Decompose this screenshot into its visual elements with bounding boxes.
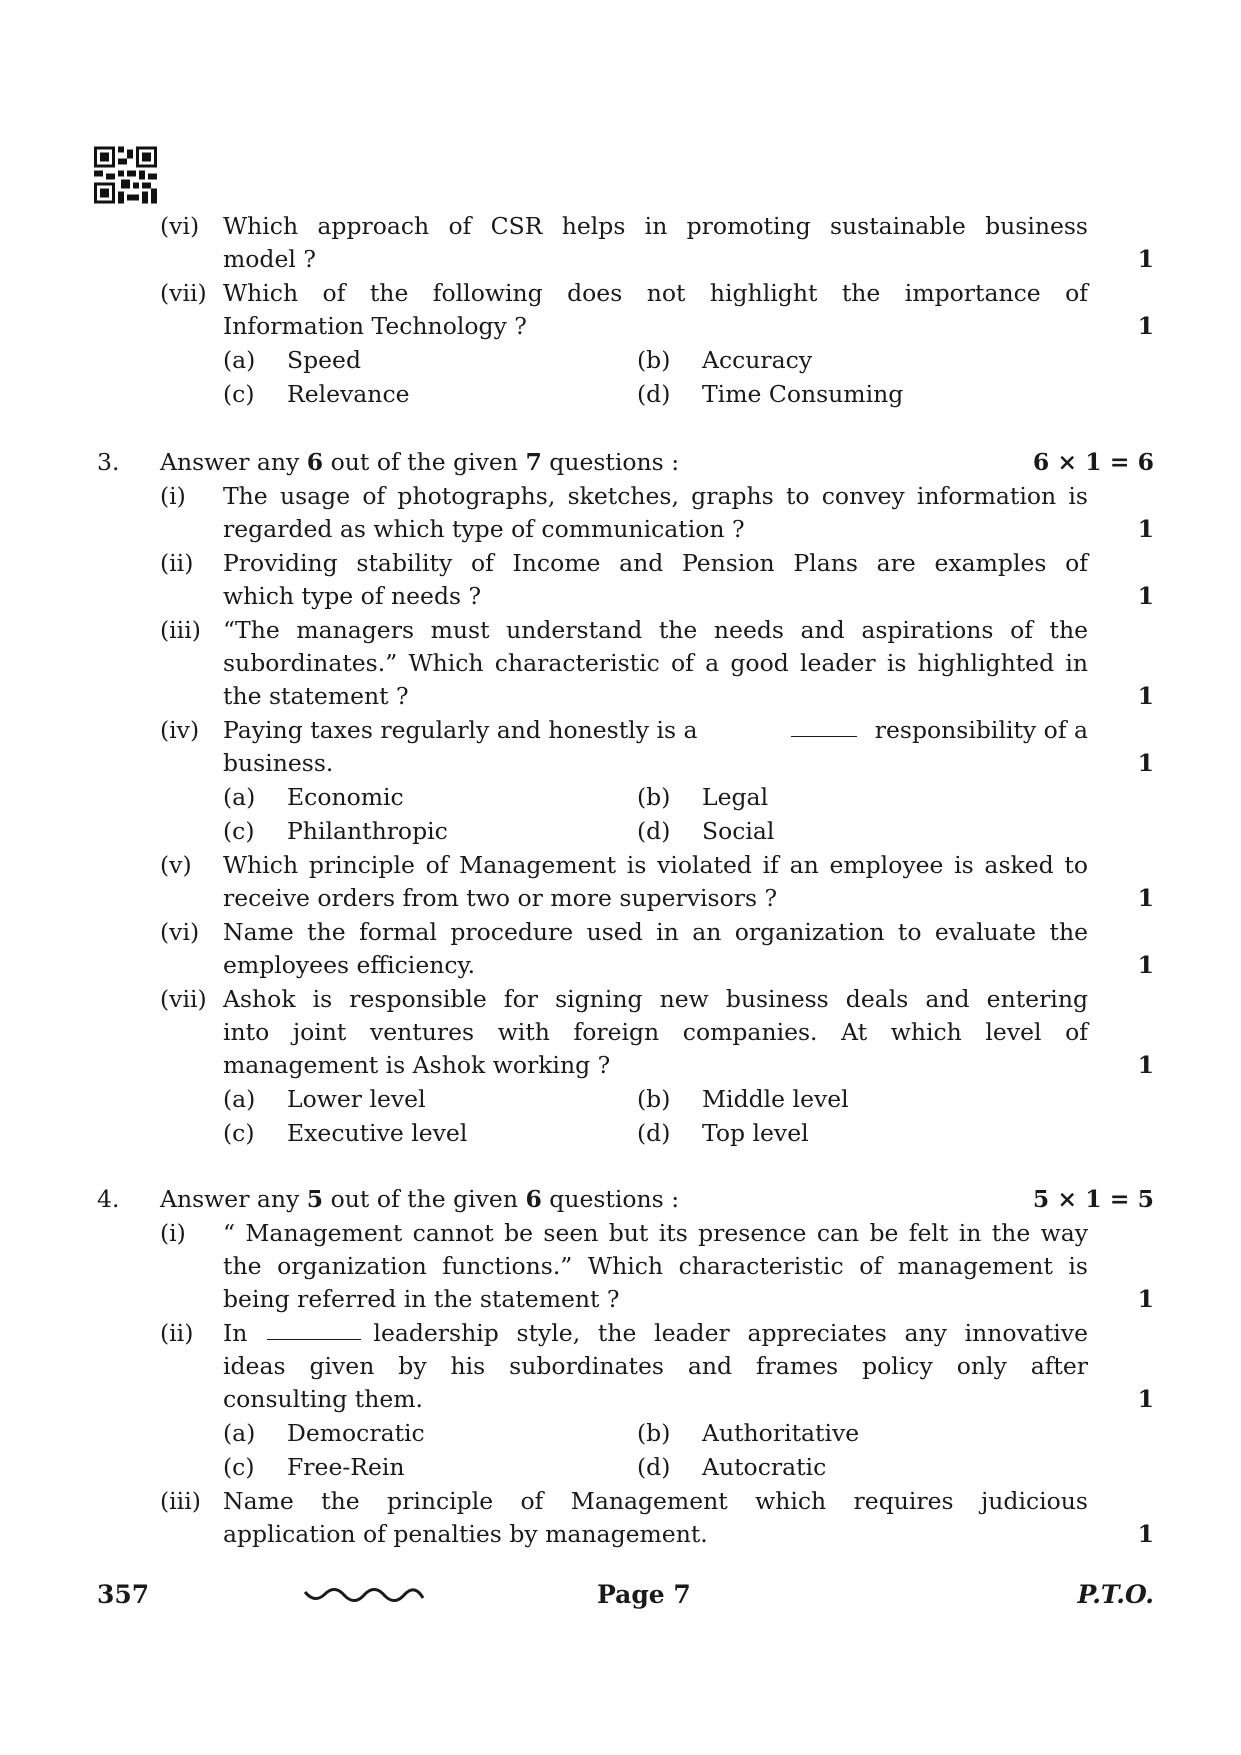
option-label: (b) — [637, 783, 671, 811]
question-number: (iii) — [160, 616, 201, 644]
option-text: Accuracy — [702, 346, 813, 374]
question-number: 3. — [97, 448, 120, 476]
option-text: Autocratic — [702, 1453, 827, 1481]
option-label: (a) — [223, 1085, 256, 1113]
question-number: (vi) — [160, 212, 200, 240]
marks: 1 — [1137, 1051, 1154, 1079]
option-text: Time Consuming — [702, 380, 904, 408]
section-heading: Answer any 5 out of the given 6 questions : — [160, 1185, 680, 1213]
question-text-line: Name the principle of Management which requires judicious — [223, 1487, 1088, 1515]
question-text-line: In leadership style, the leader appreciates any innovative — [223, 1319, 1088, 1347]
marks: 1 — [1137, 1285, 1154, 1313]
question-text-line: Which principle of Management is violated if an employee is asked to — [223, 851, 1088, 879]
question-text-line: Providing stability of Income and Pension Plans are examples of — [223, 549, 1088, 577]
question-text-line: Which of the following does not highlight the importance of — [223, 279, 1088, 307]
question-text-line: business. — [223, 749, 334, 777]
question-text-line: which type of needs ? — [223, 582, 482, 610]
marks: 1 — [1137, 1385, 1154, 1413]
option-label: (b) — [637, 1085, 671, 1113]
question-number: (vii) — [160, 279, 207, 307]
fill-in-blank — [267, 1317, 361, 1340]
question-number: (i) — [160, 1219, 186, 1247]
marks-scheme: 5 × 1 = 5 — [1032, 1185, 1154, 1213]
question-text-line: receive orders from two or more supervisors ? — [223, 884, 778, 912]
question-text-line: the statement ? — [223, 682, 409, 710]
option-label: (d) — [637, 817, 671, 845]
question-text-line: Which approach of CSR helps in promoting sustainable business — [223, 212, 1088, 240]
option-label: (b) — [637, 1419, 671, 1447]
marks: 1 — [1137, 1520, 1154, 1548]
question-text-line: The usage of photographs, sketches, graphs to convey information is — [223, 482, 1088, 510]
question-text-line: Name the formal procedure used in an organization to evaluate the — [223, 918, 1088, 946]
qr-code-image — [94, 146, 157, 204]
marks: 1 — [1137, 884, 1154, 912]
option-label: (b) — [637, 346, 671, 374]
question-text-line: application of penalties by management. — [223, 1520, 708, 1548]
question-number: (ii) — [160, 549, 194, 577]
question-number: 4. — [97, 1185, 120, 1213]
question-number: (iv) — [160, 716, 200, 744]
option-label: (d) — [637, 1119, 671, 1147]
marks: 1 — [1137, 582, 1154, 610]
question-text-line: Information Technology ? — [223, 312, 527, 340]
option-text: Economic — [287, 783, 404, 811]
option-text: Legal — [702, 783, 769, 811]
option-text: Philanthropic — [287, 817, 448, 845]
option-label: (a) — [223, 783, 256, 811]
wave-ornament-icon — [303, 1586, 425, 1606]
option-label: (c) — [223, 817, 255, 845]
question-number: (v) — [160, 851, 192, 879]
question-text-line: model ? — [223, 245, 316, 273]
marks: 1 — [1137, 951, 1154, 979]
option-label: (a) — [223, 1419, 256, 1447]
marks: 1 — [1137, 312, 1154, 340]
question-text-line: Paying taxes regularly and honestly is a responsibility of a — [223, 716, 1088, 744]
option-text: Free-Rein — [287, 1453, 405, 1481]
option-label: (c) — [223, 380, 255, 408]
question-text-line: ideas given by his subordinates and frames policy only after — [223, 1352, 1088, 1380]
option-label: (d) — [637, 380, 671, 408]
page-number: Page 7 — [597, 1580, 691, 1609]
please-turn-over: P.T.O. — [1077, 1580, 1154, 1609]
question-text-line: subordinates.” Which characteristic of a good leader is highlighted in — [223, 649, 1088, 677]
marks: 1 — [1137, 245, 1154, 273]
question-text-line: “ Management cannot be seen but its presence can be felt in the way — [223, 1219, 1088, 1247]
question-text-line: “The managers must understand the needs and aspirations of the — [223, 616, 1088, 644]
question-number: (i) — [160, 482, 186, 510]
question-text-line: management is Ashok working ? — [223, 1051, 611, 1079]
question-text-line: Ashok is responsible for signing new business deals and entering — [223, 985, 1088, 1013]
option-text: Middle level — [702, 1085, 849, 1113]
question-number: (iii) — [160, 1487, 201, 1515]
question-text-line: consulting them. — [223, 1385, 424, 1413]
marks: 1 — [1137, 515, 1154, 543]
question-number: (ii) — [160, 1319, 194, 1347]
marks-scheme: 6 × 1 = 6 — [1032, 448, 1154, 476]
option-text: Democratic — [287, 1419, 425, 1447]
question-number: (vi) — [160, 918, 200, 946]
option-text: Executive level — [287, 1119, 468, 1147]
option-text: Speed — [287, 346, 361, 374]
question-text-line: employees efficiency. — [223, 951, 476, 979]
marks: 1 — [1137, 749, 1154, 777]
option-text: Top level — [702, 1119, 809, 1147]
question-text-line: the organization functions.” Which characteristic of management is — [223, 1252, 1088, 1280]
section-heading: Answer any 6 out of the given 7 questions : — [160, 448, 680, 476]
option-text: Authoritative — [702, 1419, 860, 1447]
option-text: Social — [702, 817, 775, 845]
option-label: (a) — [223, 346, 256, 374]
fill-in-blank — [791, 714, 857, 737]
question-text-line: being referred in the statement ? — [223, 1285, 620, 1313]
question-number: (vii) — [160, 985, 207, 1013]
marks: 1 — [1137, 682, 1154, 710]
paper-code: 357 — [97, 1580, 150, 1609]
option-label: (d) — [637, 1453, 671, 1481]
option-label: (c) — [223, 1453, 255, 1481]
question-text-line: regarded as which type of communication ? — [223, 515, 745, 543]
option-label: (c) — [223, 1119, 255, 1147]
question-text-line: into joint ventures with foreign companies. At which level of — [223, 1018, 1088, 1046]
option-text: Lower level — [287, 1085, 426, 1113]
option-text: Relevance — [287, 380, 410, 408]
